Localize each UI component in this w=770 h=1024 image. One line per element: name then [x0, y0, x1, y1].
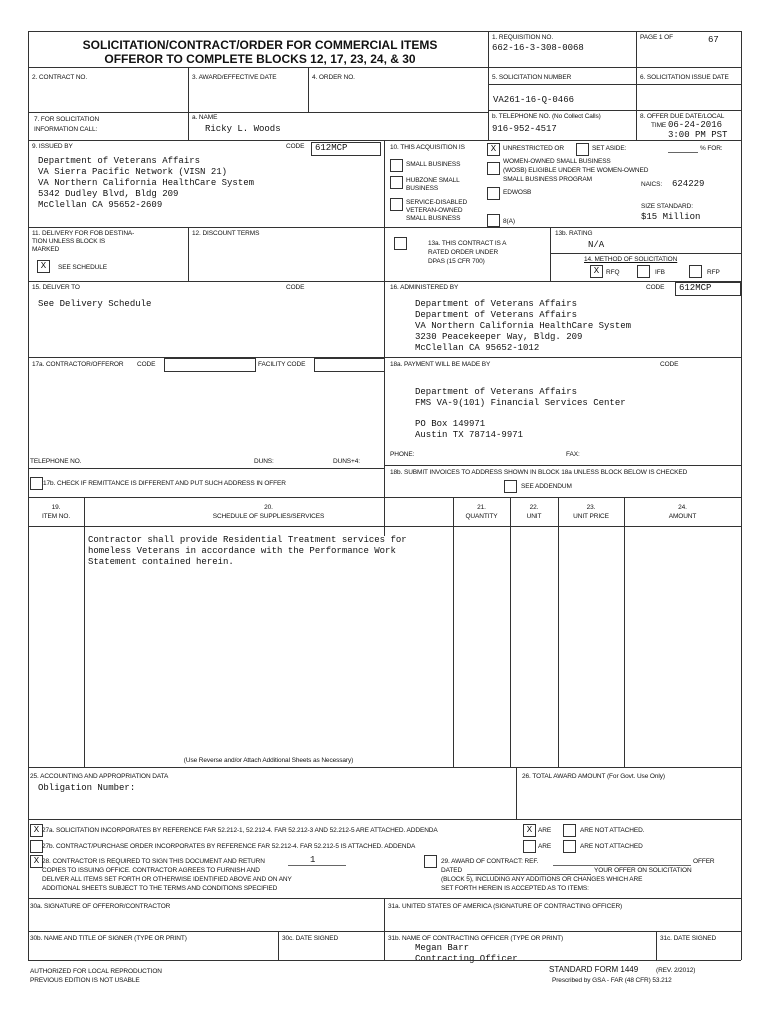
ifb-checkbox[interactable] [637, 265, 650, 278]
schedule-footnote: (Use Reverse and/or Attach Additional Sheets as Necessary) [183, 757, 354, 764]
offer-due-time-label: TIME [651, 122, 667, 129]
footer-authorized: AUTHORIZED FOR LOCAL REPRODUCTION [30, 968, 162, 975]
size-standard-label: SIZE STANDARD: [641, 203, 693, 210]
remittance-different-label: 17b. CHECK IF REMITTANCE IS DIFFERENT AND PUT SUCH ADDRESS IN OFFER [43, 480, 286, 487]
size-standard-value: $15 Million [641, 212, 701, 222]
see-schedule-checkbox[interactable]: X [37, 260, 50, 273]
payment-by-line-2: FMS VA-9(101) Financial Services Center [415, 398, 626, 408]
delivery-fob-label-2: TION UNLESS BLOCK IS [32, 238, 106, 245]
naics-label: NAICS: [641, 181, 663, 188]
eight-a-label: 8(A) [503, 218, 515, 225]
copies-count: 1 [310, 855, 316, 865]
delivery-fob-label-1: 11. DELIVERY FOR FOB DESTINA- [32, 230, 135, 237]
issued-by-code-value: 612MCP [315, 143, 348, 153]
rated-order-checkbox[interactable] [394, 237, 407, 250]
duns-label: DUNS: [254, 458, 274, 465]
sdvosb-label-2: VETERAN-OWNED [406, 207, 463, 214]
acquisition-label: 10. THIS ACQUISITION IS [390, 144, 465, 151]
see-addendum-label: SEE ADDENDUM [521, 483, 572, 490]
are-not-attached-checkbox[interactable] [563, 824, 576, 837]
addenda-27b-label: 27b. CONTRACT/PURCHASE ORDER INCORPORATES BY REFERENCE FAR 52.212-4. FAR 52.212-5 IS ATTACHED. ADDENDA [42, 843, 416, 850]
naics-value: 624229 [672, 179, 705, 189]
ifb-label: IFB [655, 269, 665, 276]
rfp-label: RFP [707, 269, 720, 276]
rfq-checkbox[interactable]: X [590, 265, 603, 278]
page-label: PAGE 1 OF [640, 34, 673, 41]
col-schedule: SCHEDULE OF SUPPLIES/SERVICES [212, 513, 325, 520]
solicitation-number-label: 5. SOLICITATION NUMBER [492, 74, 572, 81]
req-no-label: 1. REQUISITION NO. [492, 34, 554, 41]
accounting-label: 25. ACCOUNTING AND APPROPRIATION DATA [30, 773, 169, 780]
are-attached-checkbox[interactable]: X [523, 824, 536, 837]
are-attached-2-label: ARE [538, 843, 552, 850]
payment-by-line-5: Austin TX 78714-9971 [415, 430, 524, 440]
col-amount-num: 24. [678, 504, 687, 511]
payment-by-line-1: Department of Veterans Affairs [415, 387, 578, 397]
co-date-signed-label: 31c. DATE SIGNED [660, 935, 717, 942]
solicitation-number-value: VA261-16-Q-0466 [493, 95, 575, 105]
award-line-2: YOUR OFFER ON SOLICITATION [594, 867, 692, 874]
facility-code-label: FACILITY CODE [258, 361, 306, 368]
phone-label: b. TELEPHONE NO. (No Collect Calls) [492, 113, 601, 120]
administered-by-label: 16. ADMINISTERED BY [390, 284, 459, 291]
contact-name-label: a. NAME [192, 114, 218, 121]
award-date-label: 3. AWARD/EFFECTIVE DATE [192, 74, 277, 81]
deliver-to-value: See Delivery Schedule [38, 299, 152, 309]
total-award-label: 26. TOTAL AWARD AMOUNT (For Govt. Use Only) [522, 773, 665, 780]
contractor-sign-line-2: COPIES TO ISSUING OFFICE. CONTRACTOR AGREES TO FURNISH AND [42, 867, 260, 874]
small-business-checkbox[interactable] [390, 159, 403, 172]
unrestricted-label: UNRESTRICTED OR [503, 145, 564, 152]
unrestricted-checkbox[interactable]: X [487, 143, 500, 156]
contractor-sign-line-3: DELIVER ALL ITEMS SET FORTH OR OTHERWISE IDENTIFIED ABOVE AND ON ANY [42, 876, 292, 883]
rating-label: 13b. RATING [555, 230, 593, 237]
hubzone-label-2: BUSINESS [406, 185, 439, 192]
contact-name-value: Ricky L. Woods [205, 124, 281, 134]
contractor-sign-line-4: ADDITIONAL SHEETS SUBJECT TO THE TERMS AND CONDITIONS SPECIFIED [42, 885, 278, 892]
contractor-phone-label: TELEPHONE NO. [30, 458, 82, 465]
award-line-4: SET FORTH HEREIN IS ACCEPTED AS TO ITEMS: [441, 885, 589, 892]
col-item-no: ITEM NO. [41, 513, 71, 520]
col-unit-price-num: 23. [586, 504, 596, 511]
offeror-signature-label: 30a. SIGNATURE OF OFFEROR/CONTRACTOR [30, 903, 171, 910]
deliver-to-code-label: CODE [286, 284, 305, 291]
administered-by-line-4: 3230 Peacekeeper Way, Bldg. 209 [415, 332, 583, 342]
schedule-description-line-3: Statement contained herein. [88, 557, 234, 567]
sdvosb-label-3: SMALL BUSINESS [406, 215, 461, 222]
award-dated-label: DATED [441, 867, 463, 874]
are-attached-label: ARE [538, 827, 552, 834]
contract-no-label: 2. CONTRACT NO. [32, 74, 88, 81]
form-top-border [28, 31, 741, 32]
administered-by-line-1: Department of Veterans Affairs [415, 299, 578, 309]
rated-order-label-1: 13a. THIS CONTRACT IS A [428, 240, 507, 247]
contractor-code-label: CODE [137, 361, 156, 368]
issued-by-code-label: CODE [286, 143, 305, 150]
issued-by-line-3: VA Northern California HealthCare System [38, 178, 255, 188]
issued-by-line-4: 5342 Dudley Blvd, Bldg 209 [38, 189, 179, 199]
are-not-attached-label: ARE NOT ATTACHED. [580, 827, 645, 834]
issued-by-line-2: VA Sierra Pacific Network (VISN 21) [38, 167, 228, 177]
schedule-description-line-2: homeless Veterans in accordance with the Performance Work [88, 546, 396, 556]
payment-phone-label: PHONE: [390, 451, 415, 458]
are-attached-2-checkbox[interactable] [523, 840, 536, 853]
award-line-3: (BLOCK 5), INCLUDING ANY ADDITIONS OR CHANGES WHICH ARE [441, 876, 643, 883]
administered-by-line-3: VA Northern California HealthCare System [415, 321, 632, 331]
administered-by-code-value: 612MCP [679, 283, 712, 293]
co-title-value: Contracting Officer [415, 954, 518, 964]
small-business-label: SMALL BUSINESS [406, 161, 461, 168]
rating-value: N/A [588, 240, 605, 250]
award-checkbox[interactable] [424, 855, 437, 868]
set-aside-label: SET ASIDE: [592, 145, 627, 152]
wosb-label-3: SMALL BUSINESS PROGRAM [503, 176, 592, 183]
accounting-value: Obligation Number: [38, 783, 136, 793]
edwosb-label: EDWOSB [503, 189, 532, 196]
phone-value: 916-952-4517 [492, 124, 557, 134]
issued-by-label: 9. ISSUED BY [32, 143, 73, 150]
administered-by-line-2: Department of Veterans Affairs [415, 310, 578, 320]
info-call-label-2: INFORMATION CALL: [34, 126, 98, 133]
issued-by-line-1: Department of Veterans Affairs [38, 156, 201, 166]
see-schedule-label: SEE SCHEDULE [58, 264, 108, 271]
rfp-checkbox[interactable] [689, 265, 702, 278]
see-addendum-checkbox[interactable] [504, 480, 517, 493]
issued-by-line-5: McClellan CA 95652-2609 [38, 200, 163, 210]
solicitation-issue-date-label: 6. SOLICITATION ISSUE DATE [640, 74, 729, 81]
contractor-sign-line-1: 28. CONTRACTOR IS REQUIRED TO SIGN THIS DOCUMENT AND RETURN [42, 858, 265, 865]
footer-prescribed: Prescribed by GSA - FAR (48 CFR) 53.212 [552, 977, 672, 984]
footer-form-name: STANDARD FORM 1449 [549, 965, 639, 974]
offer-due-date: 06-24-2016 [668, 120, 723, 130]
schedule-description-line-1: Contractor shall provide Residential Treatment services for [88, 535, 407, 545]
deliver-to-label: 15. DELIVER TO [32, 284, 80, 291]
signer-name-label: 30b. NAME AND TITLE OF SIGNER (TYPE OR PRINT) [30, 935, 187, 942]
col-quantity-num: 21. [477, 504, 486, 511]
addenda-27a-checkbox[interactable]: X [30, 824, 43, 837]
order-no-label: 4. ORDER NO. [312, 74, 355, 81]
are-not-attached-2-checkbox[interactable] [563, 840, 576, 853]
submit-invoices-label: 18b. SUBMIT INVOICES TO ADDRESS SHOWN IN BLOCK 18a UNLESS BLOCK BELOW IS CHECKED [390, 469, 688, 476]
remittance-different-checkbox[interactable] [30, 477, 43, 490]
award-line-1: 29. AWARD OF CONTRACT: REF. [441, 858, 539, 865]
payment-by-code-label: CODE [660, 361, 679, 368]
req-no-value: 662-16-3-308-0068 [492, 43, 584, 53]
offeror-date-signed-label: 30c. DATE SIGNED [282, 935, 339, 942]
wosb-label-1: WOMEN-OWNED SMALL BUSINESS [503, 158, 611, 165]
col-quantity: QUANTITY [465, 513, 498, 520]
rfq-label: RFQ [606, 269, 620, 276]
eight-a-checkbox[interactable] [487, 214, 500, 227]
co-name-label: 31b. NAME OF CONTRACTING OFFICER (TYPE OR PRINT) [388, 935, 564, 942]
set-aside-checkbox[interactable] [576, 143, 589, 156]
payment-fax-label: FAX: [566, 451, 580, 458]
are-not-attached-2-label: ARE NOT ATTACHED [580, 843, 643, 850]
addenda-27a-label: 27a. SOLICITATION INCORPORATES BY REFERENCE FAR 52.212-1, 52.212-4. FAR 52.212-3 AND 52.212-5 ARE ATTACHED. ADDENDA [42, 827, 438, 834]
wosb-label-2: (WOSB) ELIGIBLE UNDER THE WOMEN-OWNED [503, 167, 649, 174]
sdvosb-label-1: SERVICE-DISABLED [406, 199, 468, 206]
col-unit-num: 22. [529, 504, 539, 511]
payment-by-label: 18a. PAYMENT WILL BE MADE BY [390, 361, 491, 368]
info-call-label-1: 7. FOR SOLICITATION [34, 116, 100, 123]
co-signature-label: 31a. UNITED STATES OF AMERICA (SIGNATURE OF CONTRACTING OFFICER) [388, 903, 623, 910]
wosb-checkbox[interactable] [487, 162, 500, 175]
contractor-sign-checkbox[interactable]: X [30, 855, 43, 868]
hubzone-label-1: HUBZONE SMALL [406, 177, 460, 184]
col-amount: AMOUNT [668, 513, 697, 520]
administered-by-line-5: McClellan CA 95652-1012 [415, 343, 540, 353]
form-title-line2: OFFEROR TO COMPLETE BLOCKS 12, 17, 23, 24, & 30 [104, 52, 416, 66]
award-offer-label: OFFER [693, 858, 715, 865]
offer-due-label: 8. OFFER DUE DATE/LOCAL [640, 113, 725, 120]
co-name-value: Megan Barr [415, 943, 470, 953]
payment-by-line-4: PO Box 149971 [415, 419, 486, 429]
col-item-no-num: 19. [51, 504, 61, 511]
contractor-label: 17a. CONTRACTOR/OFFEROR [32, 361, 124, 368]
col-unit-price: UNIT PRICE [573, 513, 609, 520]
page-total: 67 [708, 35, 719, 45]
footer-previous-edition: PREVIOUS EDITION IS NOT USABLE [30, 977, 140, 984]
set-aside-pct-label: % FOR: [700, 145, 723, 152]
sdvosb-checkbox[interactable] [390, 198, 403, 211]
rated-order-label-3: DPAS (15 CFR 700) [428, 258, 485, 265]
duns4-label: DUNS+4: [333, 458, 360, 465]
method-label: 14. METHOD OF SOLICITATION [584, 256, 678, 263]
administered-by-code-label: CODE [646, 284, 665, 291]
form-left-border [28, 31, 29, 960]
delivery-fob-label-3: MARKED [32, 246, 60, 253]
edwosb-checkbox[interactable] [487, 187, 500, 200]
form-title-line1: SOLICITATION/CONTRACT/ORDER FOR COMMERCIAL ITEMS [82, 38, 438, 52]
discount-terms-label: 12. DISCOUNT TERMS [192, 230, 260, 237]
rated-order-label-2: RATED ORDER UNDER [428, 249, 499, 256]
hubzone-checkbox[interactable] [390, 176, 403, 189]
form-right-border [741, 31, 742, 960]
col-schedule-num: 20. [264, 504, 273, 511]
offer-due-time: 3:00 PM PST [668, 130, 728, 140]
footer-revision: (REV. 2/2012) [656, 967, 696, 974]
col-unit: UNIT [526, 513, 542, 520]
